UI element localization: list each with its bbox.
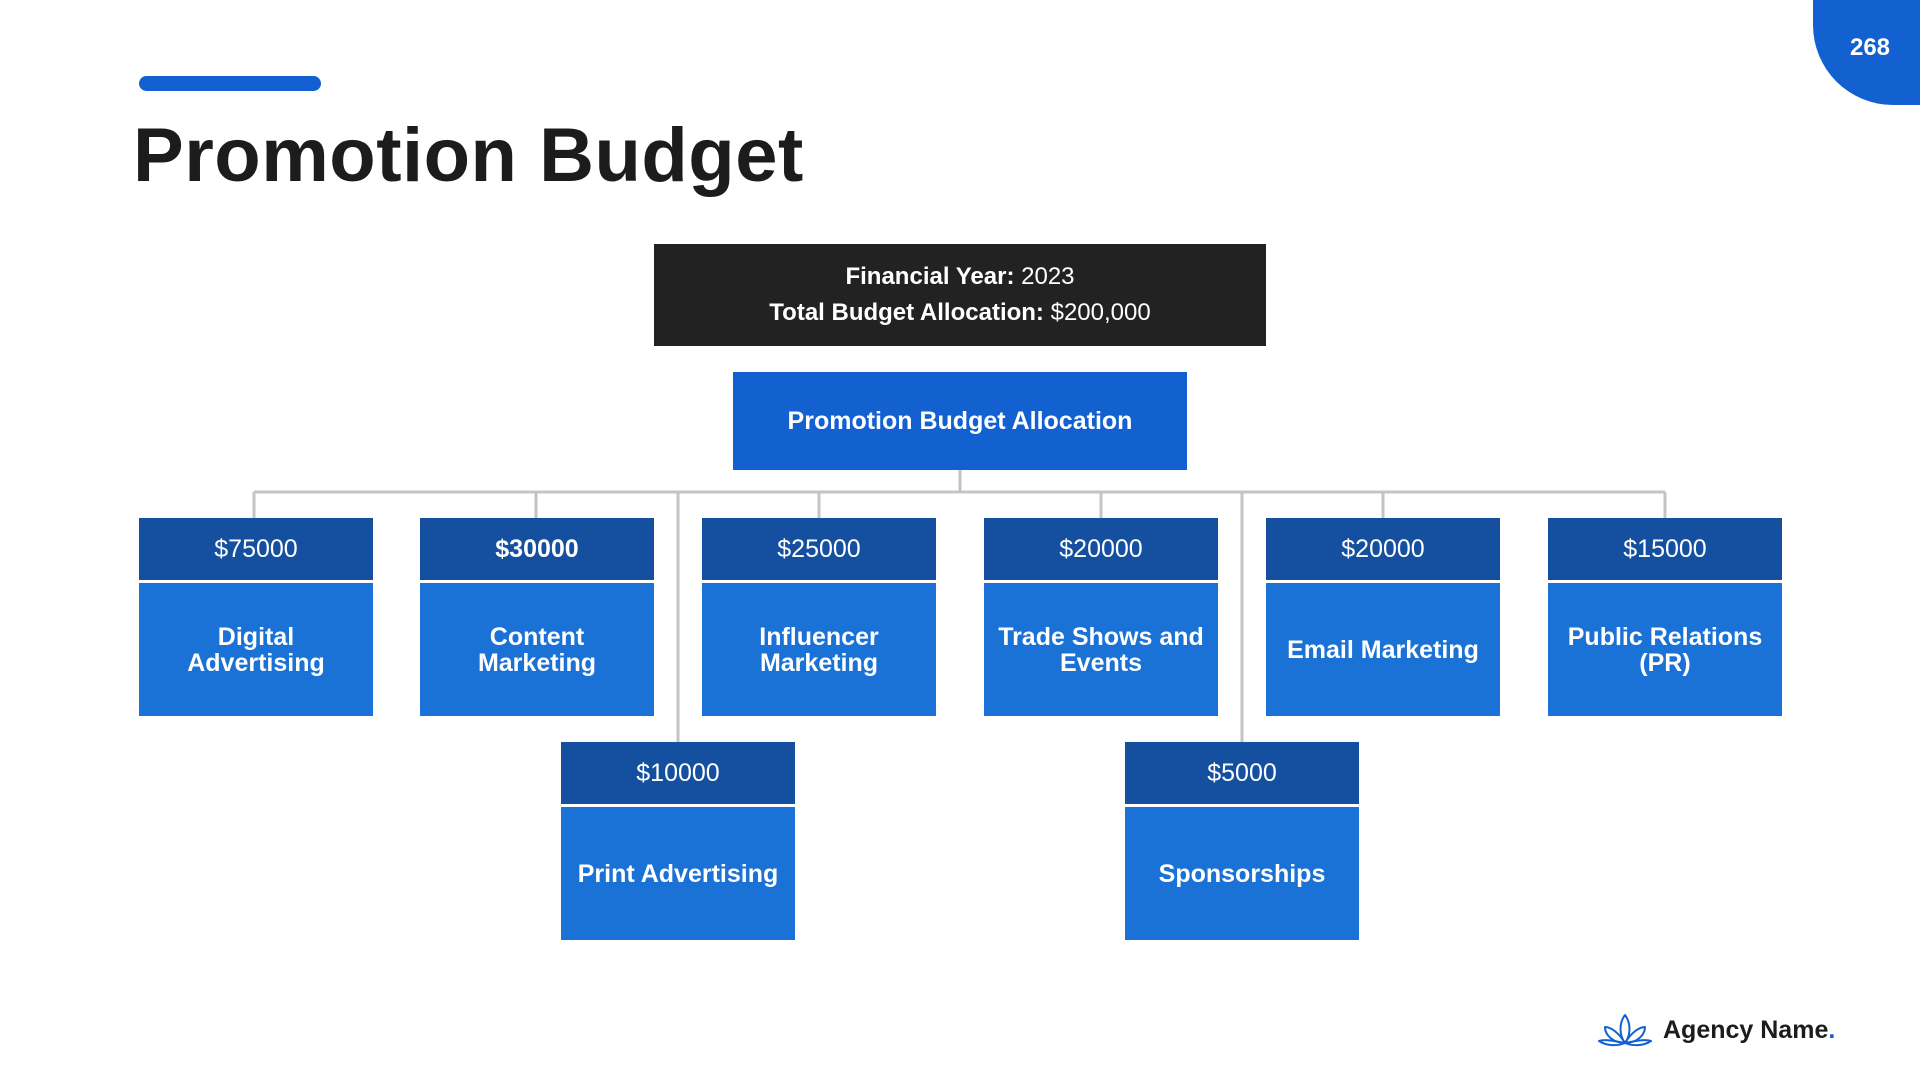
node-amount: $20000 [1266,518,1500,580]
page-title: Promotion Budget [133,113,804,198]
budget-node-public-relations [1548,518,1782,716]
node-label: Digital Advertising [139,583,373,716]
node-amount: $5000 [1125,742,1359,804]
agency-name: Agency Name. [1663,1015,1836,1044]
node-amount: $30000 [420,518,654,580]
budget-node-digital-advertising [139,518,373,716]
budget-node-trade-shows [984,518,1218,716]
node-label: Influencer Marketing [702,583,936,716]
node-amount: $75000 [139,518,373,580]
node-label: Content Marketing [420,583,654,716]
budget-node-sponsorships [1125,742,1359,940]
node-label: Public Relations (PR) [1548,583,1782,716]
node-label: Trade Shows and Events [984,583,1218,716]
node-label: Print Advertising [561,807,795,940]
root-node: Promotion Budget Allocation [733,372,1187,470]
total-budget-value: $200,000 [1050,299,1151,326]
node-amount: $15000 [1548,518,1782,580]
node-amount: $25000 [702,518,936,580]
budget-node-email-marketing [1266,518,1500,716]
budget-node-print-advertising [561,742,795,940]
page-number: 268 [1849,34,1891,61]
financial-year-label: Financial Year: [845,263,1015,290]
total-budget-label: Total Budget Allocation: [769,299,1044,326]
node-amount: $20000 [984,518,1218,580]
financial-year-value: 2023 [1021,263,1075,290]
node-label: Sponsorships [1125,807,1359,940]
budget-node-content-marketing [420,518,654,716]
budget-node-influencer-marketing [702,518,936,716]
node-label: Email Marketing [1266,583,1500,716]
lotus-icon [1597,1011,1653,1049]
footer-brand [1597,1010,1835,1050]
node-amount: $10000 [561,742,795,804]
